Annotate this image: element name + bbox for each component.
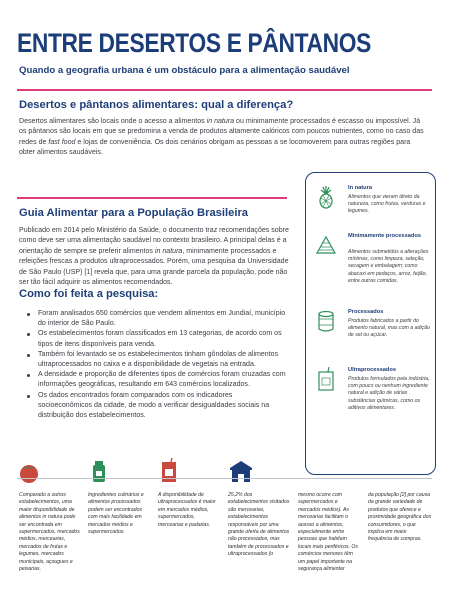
cut-pineapple-icon bbox=[314, 233, 338, 257]
legend-heading: Ultraprocessados bbox=[348, 367, 397, 373]
finding-processed: Ingredientes culinários e alimentos processados podem ser encontrados com mais facilidade em mercados médios e supermercados. bbox=[88, 492, 144, 536]
section2-heading: Guia Alimentar para a População Brasileira bbox=[19, 207, 249, 219]
list-item: Os dados encontrados foram comparados com os indicadores socioeconômicos da cidade, de modo a verificar desigualdades sociais na distribuição dos estabelecimentos. bbox=[22, 391, 288, 422]
finding-in-natura: Comparado a outros estabelecimentos, uma maior disponibilidade de alimentos in natura pode ser encontrada em supermercados, mercados médios, mercearias, mercados de frutas e legumes, mercados municipais, açougues e peixarias. bbox=[19, 492, 80, 573]
bottom-divider bbox=[17, 478, 432, 479]
spice-jar-icon bbox=[88, 458, 110, 484]
legend-item-minimally-processed bbox=[314, 233, 432, 305]
ultraprocessed-package-icon bbox=[158, 458, 180, 484]
section-divider bbox=[17, 197, 287, 199]
section2-text: Publicado em 2014 pelo Ministério da Saúde, o documento traz recomendações sobre como deve ser uma alimentação saudável no contexto brasileiro. A principal delas é a orientação de sempre se preferir alimentos in natura, minimamente processados e refeições frescas a produtos ultraprocessados. Porém, uma pesquisa da Universidade de São Paulo (USP) [1] revela que, para uma grande parcela da população, pode não ser tão fácil adquirir os alimentos recomendados. bbox=[19, 227, 289, 287]
finding-groceries-part3: da população [2] por causa da grande variedade de produtos que oferece e proximidade geográfica dos consumidores, o que implica em maior frequência de compras. bbox=[368, 492, 432, 543]
legend-item-processed bbox=[314, 309, 432, 361]
legend-description: Produtos fabricados a partir do alimento natural, mas com a adição de sal ou açúcar. bbox=[348, 318, 430, 339]
store-icon bbox=[228, 458, 254, 484]
list-item: Foram analisados 650 comércios que vendem alimentos em Jundiaí, município do interior de São Paulo. bbox=[22, 309, 288, 329]
legend-heading: Minimamente processados bbox=[348, 233, 422, 239]
finding-ultraprocessed: A disponibilidade de ultraprocessados é maior em mercados médios, supermercados, mercearias e padarias. bbox=[158, 492, 216, 528]
list-item: A densidade e proporção de diferentes tipos de comércios foram cruzadas com informações geográficas, resultando em 643 comércios localizados. bbox=[22, 370, 288, 390]
can-icon bbox=[314, 309, 338, 333]
section1-heading: Desertos e pântanos alimentares: qual a diferença? bbox=[19, 99, 294, 111]
legend-item-ultraprocessed bbox=[314, 367, 432, 439]
list-item: Também foi levantado se os estabelecimentos tinham gôndolas de alimentos ultraprocessados no caixa e a disponibilidade de vegetais na entrada. bbox=[22, 350, 288, 370]
list-item: Os estabelecimentos foram classificados em 13 categorias, de acordo com os tipos de itens disponíveis para venda. bbox=[22, 329, 288, 349]
method-list bbox=[22, 309, 288, 421]
juice-box-icon bbox=[314, 367, 338, 391]
section3-heading: Como foi feita a pesquisa: bbox=[19, 288, 159, 300]
section-divider bbox=[17, 89, 432, 91]
legend-description: Produtos formulados pela indústria, com pouco ou nenhum ingrediente natural e adição de várias substâncias químicas, como os aditivos alimentares. bbox=[348, 376, 430, 411]
legend-description: Alimentos que vieram direto da natureza, como frutas, verduras e legumes. bbox=[348, 194, 426, 215]
page-title: ENTRE DESERTOS E PÂNTANOS bbox=[17, 28, 371, 58]
page-subtitle: Quando a geografia urbana é um obstáculo para a alimentação saudável bbox=[19, 65, 350, 76]
legend-heading: In natura bbox=[348, 185, 373, 191]
finding-groceries-part1: 25,2% dos estabelecimentos visitados são mercearias, estabelecimentos responsáveis por uma grande oferta de alimentos não processados, mas também de processados e ultraprocessados (o bbox=[228, 492, 290, 558]
legend-heading: Processados bbox=[348, 309, 384, 315]
legend-description: Alimentos submetidos a alterações mínimas, como limpeza, seleção, secagem e embalagem; como abacaxi em pedaços, arroz, feijão, entre outras comidas. bbox=[348, 249, 429, 284]
food-classification-legend bbox=[305, 172, 436, 475]
tomato-icon bbox=[18, 458, 40, 484]
finding-groceries-part2: mesmo ocorre com supermercados e mercados médios). As mercearias facilitam o acesso a alimentos, especialmente entre pessoas que habitam locais mais periféricos. Os comércios menores têm um papel importante na segurança alimentar bbox=[298, 492, 358, 573]
pineapple-icon bbox=[314, 185, 338, 209]
section1-text: Desertos alimentares são locais onde o acesso a alimentos in natura ou minimamente processados é escasso ou impossível. Já os pântanos são locais em que se predomina a venda de produtos altamente calóricos com poucos nutrientes, como no caso das redes de fast food e lojas de conveniência. Os dois cenários obrigam as pessoas a se locomoverem para outras regiões para obter alimentos saudáveis. bbox=[19, 118, 424, 157]
